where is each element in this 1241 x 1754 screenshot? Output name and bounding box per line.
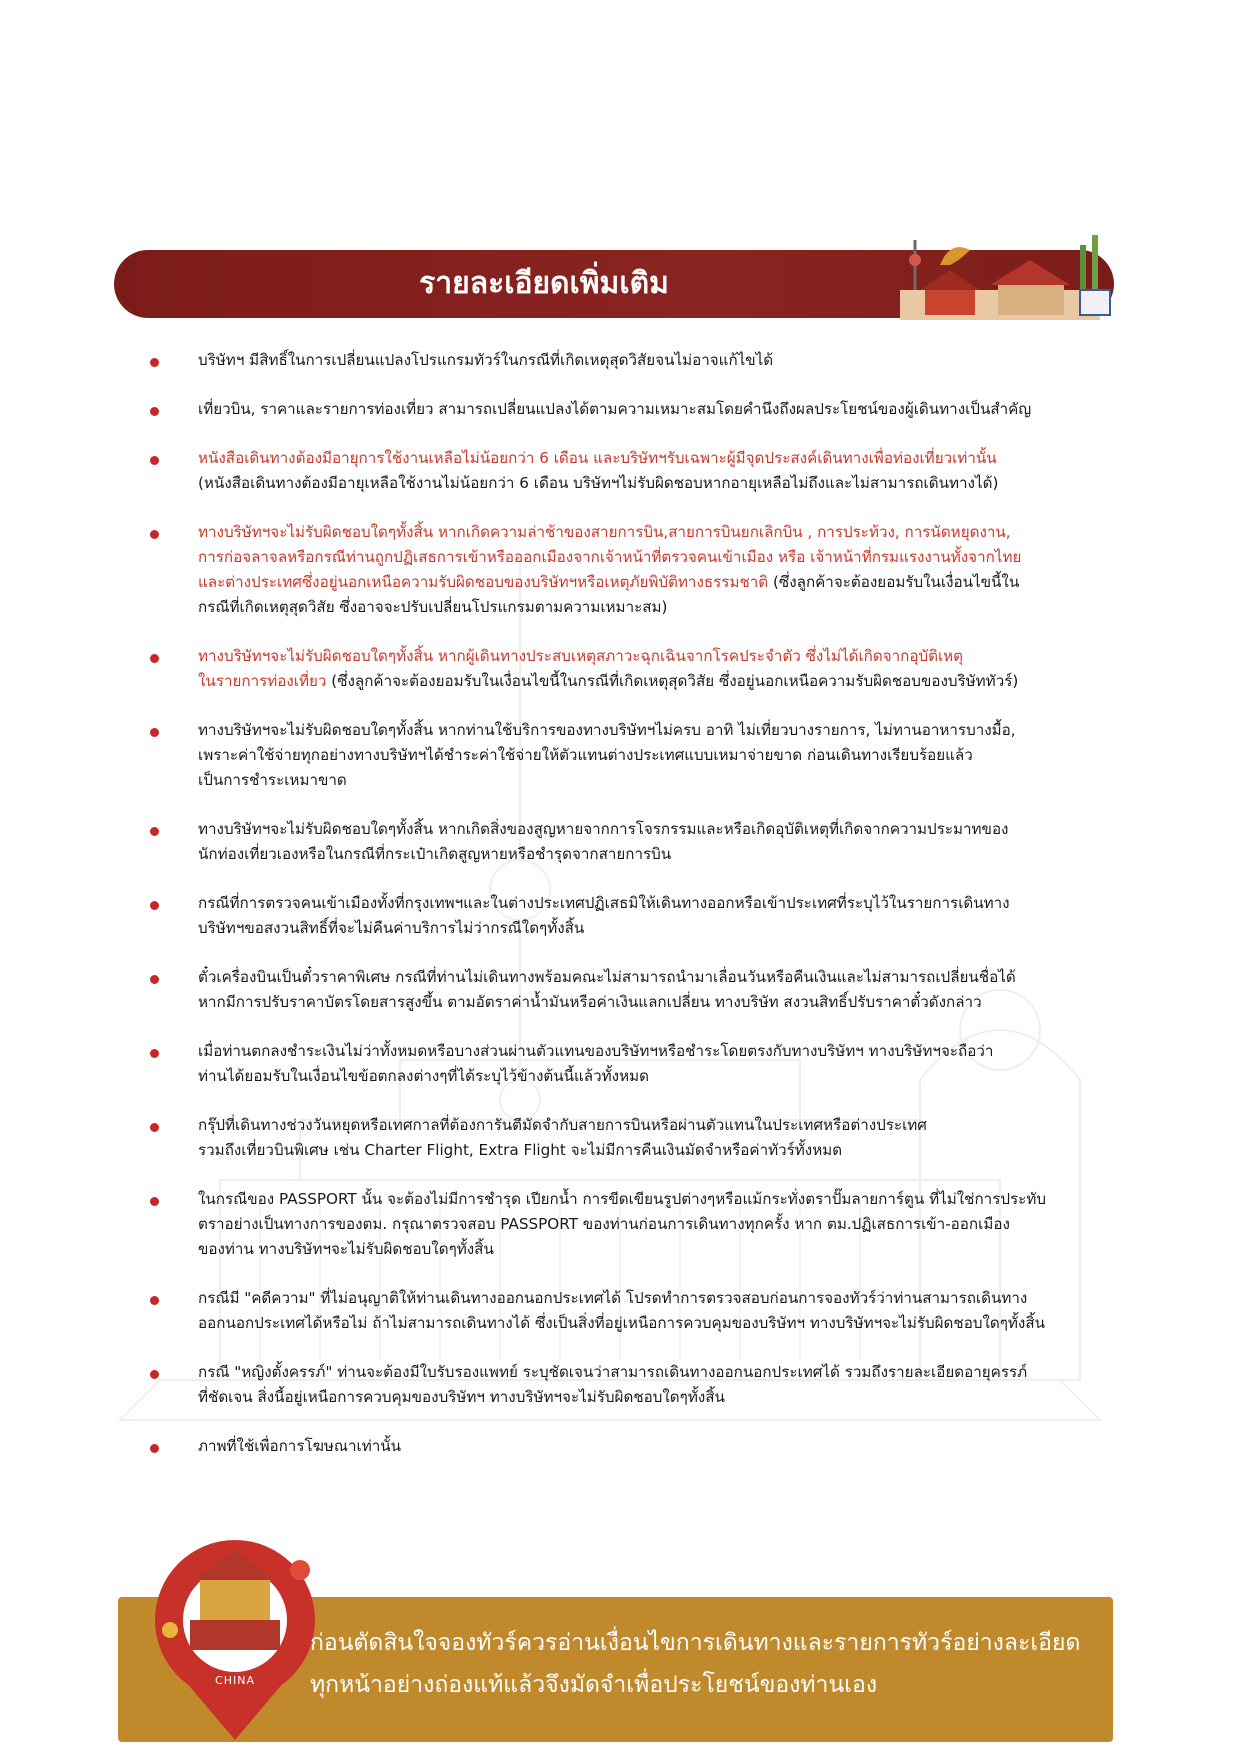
list-item [150, 817, 1070, 867]
bullet-icon [150, 1123, 159, 1132]
footer-notice [310, 1622, 1100, 1706]
list-item [150, 520, 1070, 620]
footer-line-2: ทุกหน้าอย่างถ่องแท้แล้วจึงมัดจำเพื่อประโยชน์ของท่านเอง [310, 1672, 878, 1698]
item-text: กรณีที่เกิดเหตุสุดวิสัย ซึ่งอาจจะปรับเปลี่ยนโปรแกรมตามความเหมาะสม) [198, 598, 668, 616]
item-text: ภาพที่ใช้เพื่อการโฆษณาเท่านั้น [198, 1437, 402, 1455]
list-item [150, 1113, 1070, 1163]
list-item [150, 1187, 1070, 1262]
item-text: (ซึ่งลูกค้าจะต้องยอมรับในเงื่อนไขนี้ในกรณีที่เกิดเหตุสุดวิสัย ซึ่งอยู่นอกเหนือความรับผิดชอบของบริษัททัวร์) [326, 672, 1019, 690]
item-text: บริษัทฯ มีสิทธิ์ในการเปลี่ยนแปลงโปรแกรมทัวร์ในกรณีที่เกิดเหตุสุดวิสัยจนไม่อาจแก้ไขได้ [198, 351, 774, 369]
bullet-icon [150, 1444, 159, 1453]
item-text: ในกรณีของ PASSPORT นั้น จะต้องไม่มีการชำรุด เปียกน้ำ การขีดเขียนรูปต่างๆหรือแม้กระทั่งตราปั๊มลายการ์ตูน ที่ไม่ใช่การประทับ [198, 1190, 1046, 1208]
item-text: กรณี "หญิงตั้งครรภ์" ท่านจะต้องมีใบรับรองแพทย์ ระบุชัดเจนว่าสามารถเดินทางออกนอกประเทศได้ รวมถึงรายละเอียดอายุครรภ์ [198, 1363, 1028, 1381]
item-text-highlight: ในรายการท่องเที่ยว [198, 672, 327, 690]
item-text: ตราอย่างเป็นทางการของตม. กรุณาตรวจสอบ PASSPORT ของท่านก่อนการเดินทางทุกครั้ง หาก ตม.ปฏิเสธการเข้า-ออกเมือง [198, 1215, 1010, 1233]
bullet-icon [150, 407, 159, 416]
bullet-icon [150, 1370, 159, 1379]
bullet-icon [150, 728, 159, 737]
list-item [150, 397, 1070, 422]
item-text: รวมถึงเที่ยวบินพิเศษ เช่น Charter Flight, Extra Flight จะไม่มีการคืนเงินมัดจำหรือค่าทัวร์ทั้งหมด [198, 1141, 843, 1159]
item-text: ท่านได้ยอมรับในเงื่อนไขข้อตกลงต่างๆที่ได้ระบุไว้ข้างต้นนี้แล้วทั้งหมด [198, 1067, 649, 1085]
item-text: กรณีที่การตรวจคนเข้าเมืองทั้งที่กรุงเทพฯและในต่างประเทศปฏิเสธมิให้เดินทางออกหรือเข้าประเทศที่ระบุไว้ในรายการเดินทาง [198, 894, 1010, 912]
item-text: ตั๋วเครื่องบินเป็นตั๋วราคาพิเศษ กรณีที่ท่านไม่เดินทางพร้อมคณะไม่สามารถนำมาเลื่อนวันหรือคืนเงินและไม่สามารถเปลี่ยนชื่อได้ [198, 968, 1016, 986]
item-text-highlight: ทางบริษัทฯจะไม่รับผิดชอบใดๆทั้งสิ้น หากเกิดความล่าช้าของสายการบิน,สายการบินยกเลิกบิน , การประท้วง, การนัดหยุดงาน, [198, 523, 1011, 541]
bullet-icon [150, 456, 159, 465]
item-text: ทางบริษัทฯจะไม่รับผิดชอบใดๆทั้งสิ้น หากเกิดสิ่งของสูญหายจากการโจรกรรมและหรือเกิดอุบัติเหตุที่เกิดจากความประมาทของ [198, 820, 1009, 838]
item-text: กรณีมี "คดีความ" ที่ไม่อนุญาติให้ท่านเดินทางออกนอกประเทศได้ โปรดทำการตรวจสอบก่อนการจองทัวร์ว่าท่านสามารถเดินทาง [198, 1289, 1028, 1307]
china-landmarks-illustration [880, 230, 1120, 325]
list-item [150, 348, 1070, 373]
list-item [150, 965, 1070, 1015]
list-item [150, 1286, 1070, 1336]
item-text: เมื่อท่านตกลงชำระเงินไม่ว่าทั้งหมดหรือบางส่วนผ่านตัวแทนของบริษัทฯหรือชำระโดยตรงกับทางบริษัทฯ ทางบริษัทฯจะถือว่า [198, 1042, 994, 1060]
list-item [150, 1360, 1070, 1410]
bullet-icon [150, 1197, 159, 1206]
bullet-icon [150, 530, 159, 539]
list-item [150, 1434, 1070, 1459]
badge-label: CHINA [215, 1674, 255, 1687]
bullet-icon [150, 827, 159, 836]
item-text: ของท่าน ทางบริษัทฯจะไม่รับผิดชอบใดๆทั้งสิ้น [198, 1240, 494, 1258]
bullet-icon [150, 901, 159, 910]
bullet-icon [150, 1296, 159, 1305]
item-text-highlight: หนังสือเดินทางต้องมีอายุการใช้งานเหลือไม่น้อยกว่า 6 เดือน และบริษัทฯรับเฉพาะผู้มีจุดประสงค์เดินทางเพื่อท่องเที่ยวเท่านั้น [198, 449, 997, 467]
item-text: กรุ๊ปที่เดินทางช่วงวันหยุดหรือเทศกาลที่ต้องการันตีมัดจำกับสายการบินหรือผ่านตัวแทนในประเทศหรือต่างประเทศ [198, 1116, 927, 1134]
item-text-highlight: และต่างประเทศซึ่งอยู่นอกเหนือความรับผิดชอบของบริษัทฯหรือเหตุภัยพิบัติทางธรรมชาติ [198, 573, 769, 591]
item-text-highlight: การก่อจลาจลหรือกรณีท่านถูกปฏิเสธการเข้าหรือออกเมืองจากเจ้าหน้าที่ตรวจคนเข้าเมือง หรือ เจ้าหน้าที่กรมแรงงานทั้งจากไทย [198, 548, 1022, 566]
item-text-highlight: ทางบริษัทฯจะไม่รับผิดชอบใดๆทั้งสิ้น หากผู้เดินทางประสบเหตุสภาวะฉุกเฉินจากโรคประจำตัว ซึ่งไม่ได้เกิดจากอุบัติเหตุ [198, 647, 964, 665]
china-badge-illustration [150, 1510, 320, 1750]
item-text: นักท่องเที่ยวเองหรือในกรณีที่กระเป๋าเกิดสูญหายหรือชำรุดจากสายการบิน [198, 845, 672, 863]
list-item [150, 446, 1070, 496]
item-text: บริษัทฯขอสงวนสิทธิ์ที่จะไม่คืนค่าบริการไม่ว่ากรณีใดๆทั้งสิ้น [198, 919, 585, 937]
item-text: เที่ยวบิน, ราคาและรายการท่องเที่ยว สามารถเปลี่ยนแปลงได้ตามความเหมาะสมโดยคำนึงถึงผลประโยชน์ของผู้เดินทางเป็นสำคัญ [198, 400, 1032, 418]
item-text: (หนังสือเดินทางต้องมีอายุเหลือใช้งานไม่น้อยกว่า 6 เดือน บริษัทฯไม่รับผิดชอบหากอายุเหลือไม่ถึงและไม่สามารถเดินทางได้) [198, 474, 999, 492]
item-text: เป็นการชำระเหมาขาด [198, 771, 347, 789]
bullet-icon [150, 654, 159, 663]
list-item [150, 891, 1070, 941]
item-text: หากมีการปรับราคาบัตรโดยสารสูงขึ้น ตามอัตราค่าน้ำมันหรือค่าเงินแลกเปลี่ยน ทางบริษัท สงวนสิทธิ์ปรับราคาตั๋วดังกล่าว [198, 993, 982, 1011]
list-item [150, 718, 1070, 793]
list-item [150, 1039, 1070, 1089]
terms-list [150, 348, 1070, 1483]
item-text: (ซึ่งลูกค้าจะต้องยอมรับในเงื่อนไขนี้ใน [768, 573, 1020, 591]
item-text: ออกนอกประเทศได้หรือไม่ ถ้าไม่สามารถเดินทางได้ ซึ่งเป็นสิ่งที่อยู่เหนือการควบคุมของบริษัทฯ ทางบริษัทฯจะไม่รับผิดชอบใดๆทั้งสิ้น [198, 1314, 1045, 1332]
bullet-icon [150, 358, 159, 367]
footer-line-1: ก่อนตัดสินใจจองทัวร์ควรอ่านเงื่อนไขการเดินทางและรายการทัวร์อย่างละเอียด [310, 1630, 1081, 1656]
item-text: ทางบริษัทฯจะไม่รับผิดชอบใดๆทั้งสิ้น หากท่านใช้บริการของทางบริษัทฯไม่ครบ อาทิ ไม่เที่ยวบางรายการ, ไม่ทานอาหารบางมื้อ, [198, 721, 1016, 739]
bullet-icon [150, 975, 159, 984]
list-item [150, 644, 1070, 694]
bullet-icon [150, 1049, 159, 1058]
item-text: เพราะค่าใช้จ่ายทุกอย่างทางบริษัทฯได้ชำระค่าใช้จ่ายให้ตัวแทนต่างประเทศแบบเหมาจ่ายขาด ก่อนเดินทางเรียบร้อยแล้ว [198, 746, 973, 764]
section-title: รายละเอียดเพิ่มเติม [419, 266, 669, 301]
item-text: ที่ชัดเจน สิ่งนี้อยู่เหนือการควบคุมของบริษัทฯ ทางบริษัทฯจะไม่รับผิดชอบใดๆทั้งสิ้น [198, 1388, 725, 1406]
